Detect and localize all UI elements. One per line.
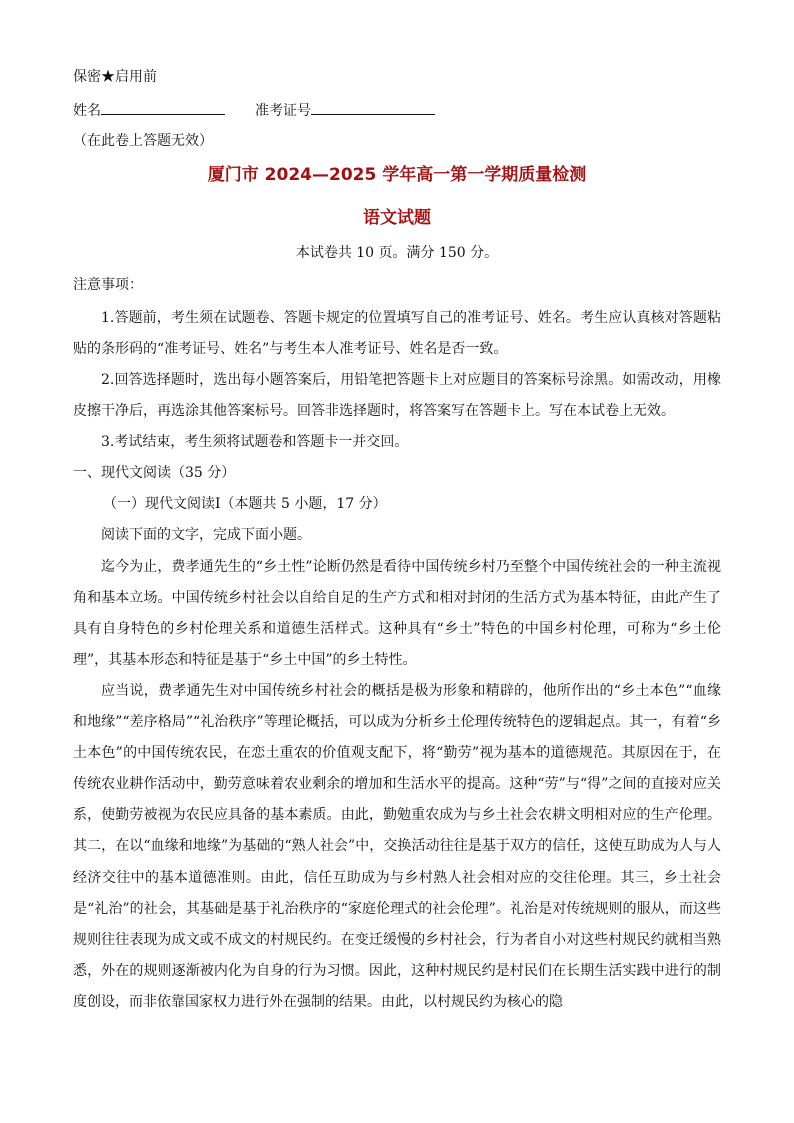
reading-instruction: 阅读下面的文字，完成下面小题。 xyxy=(101,527,311,543)
note-item-3: 3.考试结束，考生须将试题卷和答题卡一并交回。 xyxy=(101,434,409,450)
section-heading: 一、现代文阅读（35 分） xyxy=(73,465,236,481)
notes-heading: 注意事项： xyxy=(73,277,143,293)
paper-info: 本试卷共 10 页。满分 150 分。 xyxy=(295,245,499,261)
article-paragraph-2: 应当说，费孝通先生对中国传统乡村社会的概括是极为形象和精辟的，他所作出的“乡土本色”“血缘和地缘”“差序格局”“礼治秩序”等理论概括，可以成为分析乡土伦理传统特色的逻辑起点。其一，有着“乡土本色”的中国传统农民，在恋土重农的价值观支配下，将“勤劳”视为基本的道德规范。其原因在于，在传统农业耕作活动中，勤劳意味着农业剩余的增加和生活水平的提高。这种“劳”与“得”之间的直接对应关系，使勤劳被视为农民应具备的基本素质。由此，勤勉重农成为与乡土社会农耕文明相对应的生产伦理。其二，在以“血缘和地缘”为基础的“熟人社会”中，交换活动往往是基于双方的信任，这使互助成为人与人经济交往中的基本道德准则。由此，信任互助成为与乡村熟人社会相对应的交往伦理。其三，乡土社会是“礼治”的社会，其基础是基于礼治秩序的“家庭伦理式的社会伦理”。礼治是对传统规则的服从，而这些规则往往表现为成文或不成文的村规民约。在变迁缓慢的乡村社会，行为者自小对这些村规民约就相当熟悉，外在的规则逐渐被内化为自身的行为习惯。因此，这种村规民约是村民们在长期生活实践中进行的制度创设，而非依靠国家权力进行外在强制的结果。由此，以村规民约为核心的隐 xyxy=(73,683,721,1010)
article-paragraph-1: 迄今为止，费孝通先生的“乡土性”论断仍然是看待中国传统乡村乃至整个中国传统社会的一种主流视角和基本立场。中国传统乡村社会以自给自足的生产方式和相对封闭的生活方式为基本特征，由此产生了具有自身特色的乡村伦理关系和道德生活样式。这种具有“乡土”特色的中国乡村伦理，可称为“乡土伦理”，其基本形态和特征是基于“乡土中国”的乡土特性。 xyxy=(73,559,721,669)
confidential-mark: 保密★启用前 xyxy=(73,69,157,85)
exam-number-blank[interactable] xyxy=(311,99,435,115)
exam-title: 厦门市 2024—2025 学年高一第一学期质量检测 xyxy=(207,165,587,185)
note-item-2: 2.回答选择题时，选出每小题答案后，用铅笔把答题卡上对应题目的答案标号涂黑。如需改动，用橡皮擦干净后，再选涂其他答案标号。回答非选择题时，将答案写在答题卡上。写在本试卷上无效。 xyxy=(73,372,721,420)
exam-number-label: 准考证号 xyxy=(255,103,311,119)
invalid-note: （在此卷上答题无效） xyxy=(73,133,213,149)
name-label: 姓名 xyxy=(73,103,101,119)
exam-subtitle: 语文试题 xyxy=(363,208,431,228)
subsection-heading: （一）现代文阅读Ⅰ（本题共 5 小题，17 分） xyxy=(103,496,387,512)
note-item-1: 1.答题前，考生须在试题卷、答题卡规定的位置填写自己的准考证号、姓名。考生应认真核对答题粘贴的条形码的“准考证号、姓名”与考生本人准考证号、姓名是否一致。 xyxy=(73,310,721,358)
name-blank[interactable] xyxy=(101,99,225,115)
candidate-info-row xyxy=(73,99,435,121)
